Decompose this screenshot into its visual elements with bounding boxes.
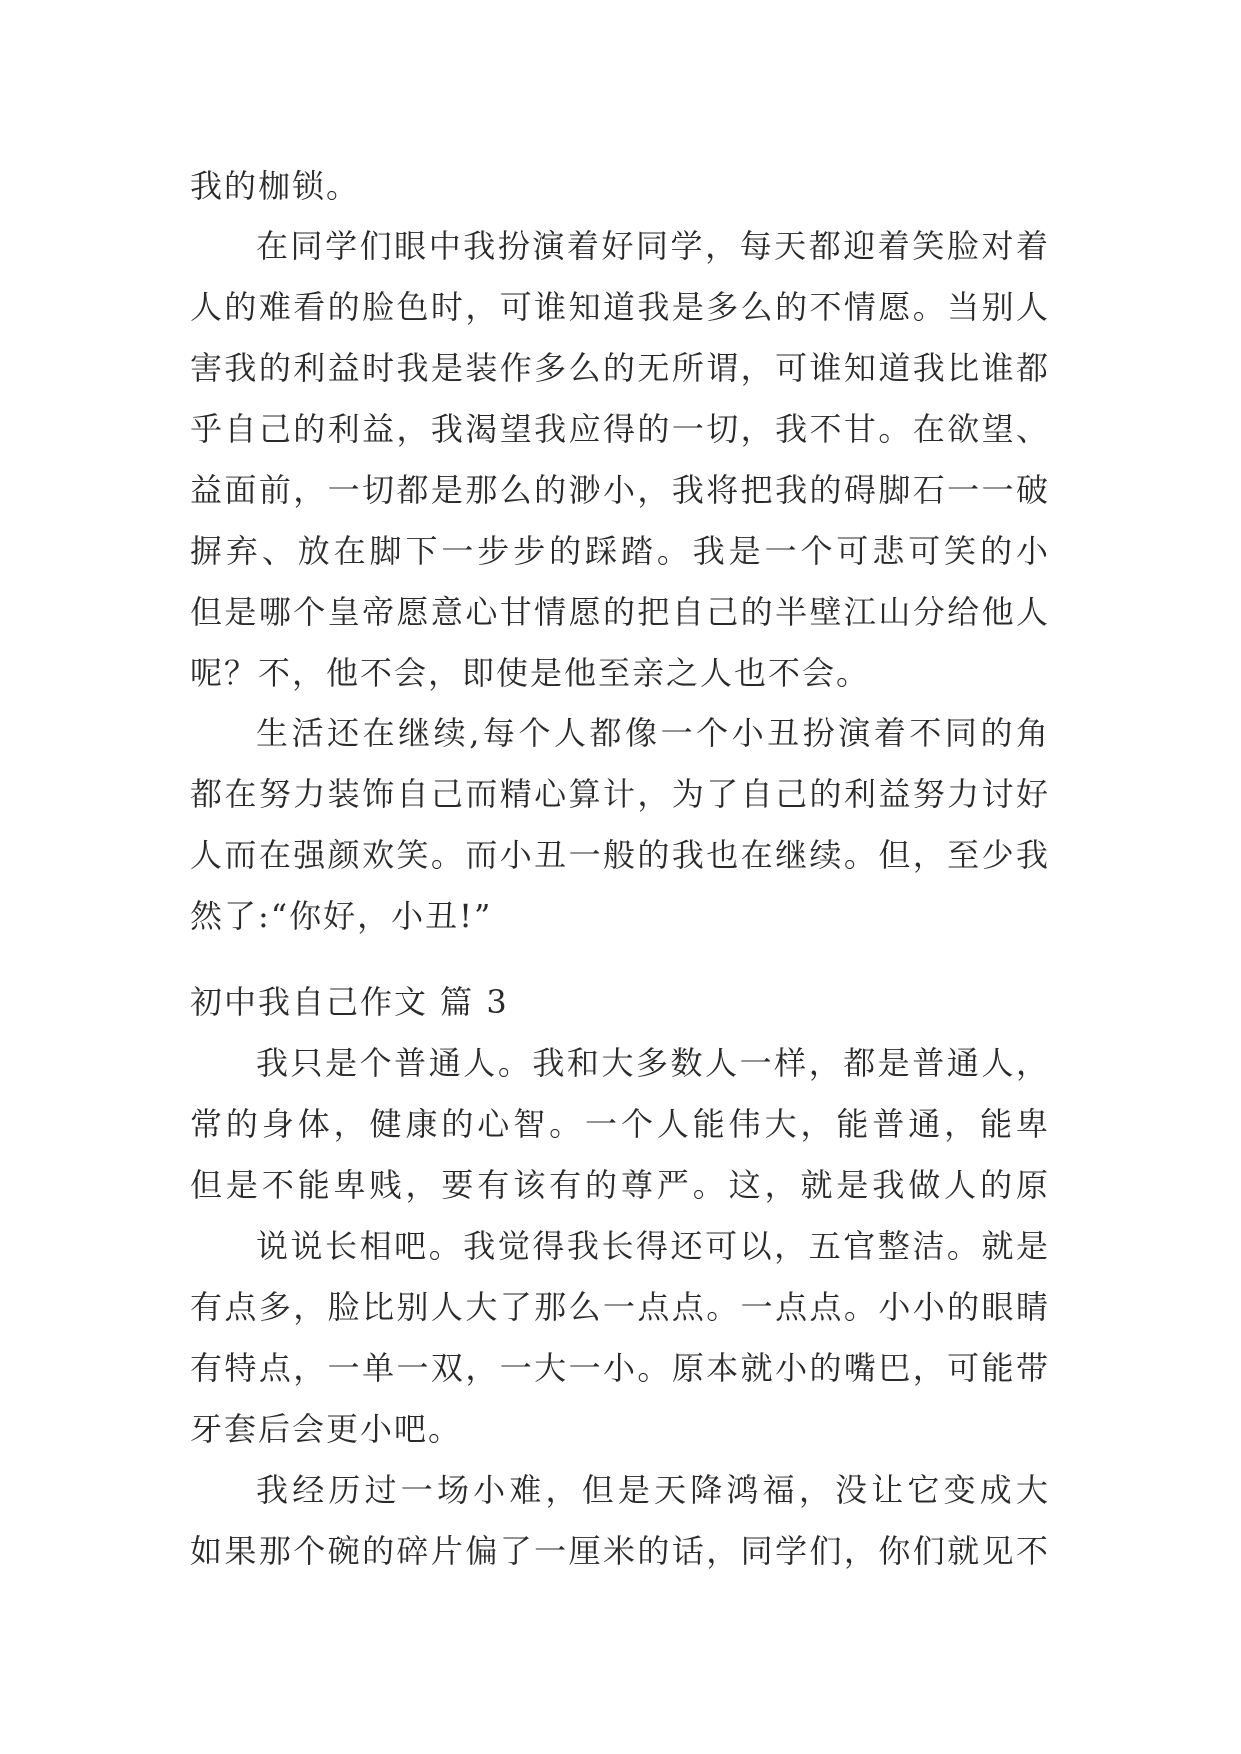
text-line: 然了:“你好，小丑!”: [190, 897, 493, 935]
text-line: 人而在强颜欢笑。而小丑一般的我也在继续。但，至少我: [190, 836, 1050, 874]
text-line: 益面前，一切都是那么的渺小，我将把我的碍脚石一一破: [190, 471, 1050, 509]
text-line: 但是哪个皇帝愿意心甘情愿的把自己的半壁江山分给他人: [190, 593, 1050, 631]
text-line: 呢？不，他不会，即使是他至亲之人也不会。: [190, 654, 871, 692]
text-line: 都在努力装饰自己而精心算计，为了自己的利益努力讨好: [190, 775, 1050, 813]
text-line: 如果那个碗的碎片偏了一厘米的话，同学们，你们就见不: [190, 1532, 1050, 1570]
text-line: 牙套后会更小吧。: [190, 1410, 463, 1448]
text-line: 乎自己的利益，我渴望我应得的一切，我不甘。在欲望、: [190, 410, 1050, 448]
paragraph-first-line: 在同学们眼中我扮演着好同学，每天都迎着笑脸对着: [256, 227, 1050, 265]
text-line: 常的身体，健康的心智。一个人能伟大，能普通，能卑: [190, 1105, 1050, 1143]
text-line: 我的枷锁。: [190, 167, 361, 205]
text-line: 摒弃、放在脚下一步步的踩踏。我是一个可悲可笑的小: [190, 532, 1050, 570]
text-line: 害我的利益时我是装作多么的无所谓，可谁知道我比谁都: [190, 349, 1050, 387]
text-line: 人的难看的脸色时，可谁知道我是多么的不情愿。当别人: [190, 288, 1050, 326]
paragraph-first-line: 生活还在继续,每个人都像一个小丑扮演着不同的角: [256, 714, 1050, 752]
text-line: 有特点，一单一双，一大一小。原本就小的嘴巴，可能带: [190, 1349, 1050, 1387]
text-line: 有点多，脸比别人大了那么一点点。一点点。小小的眼睛: [190, 1288, 1050, 1326]
paragraph-first-line: 我只是个普通人。我和大多数人一样，都是普通人，: [256, 1044, 1050, 1082]
paragraph-first-line: 我经历过一场小难，但是天降鸿福，没让它变成大: [256, 1471, 1050, 1509]
section-heading: 初中我自己作文 篇 3: [190, 983, 509, 1021]
text-line: 但是不能卑贱，要有该有的尊严。这，就是我做人的原: [190, 1166, 1050, 1204]
paragraph-first-line: 说说长相吧。我觉得我长得还可以，五官整洁。就是: [256, 1227, 1050, 1265]
